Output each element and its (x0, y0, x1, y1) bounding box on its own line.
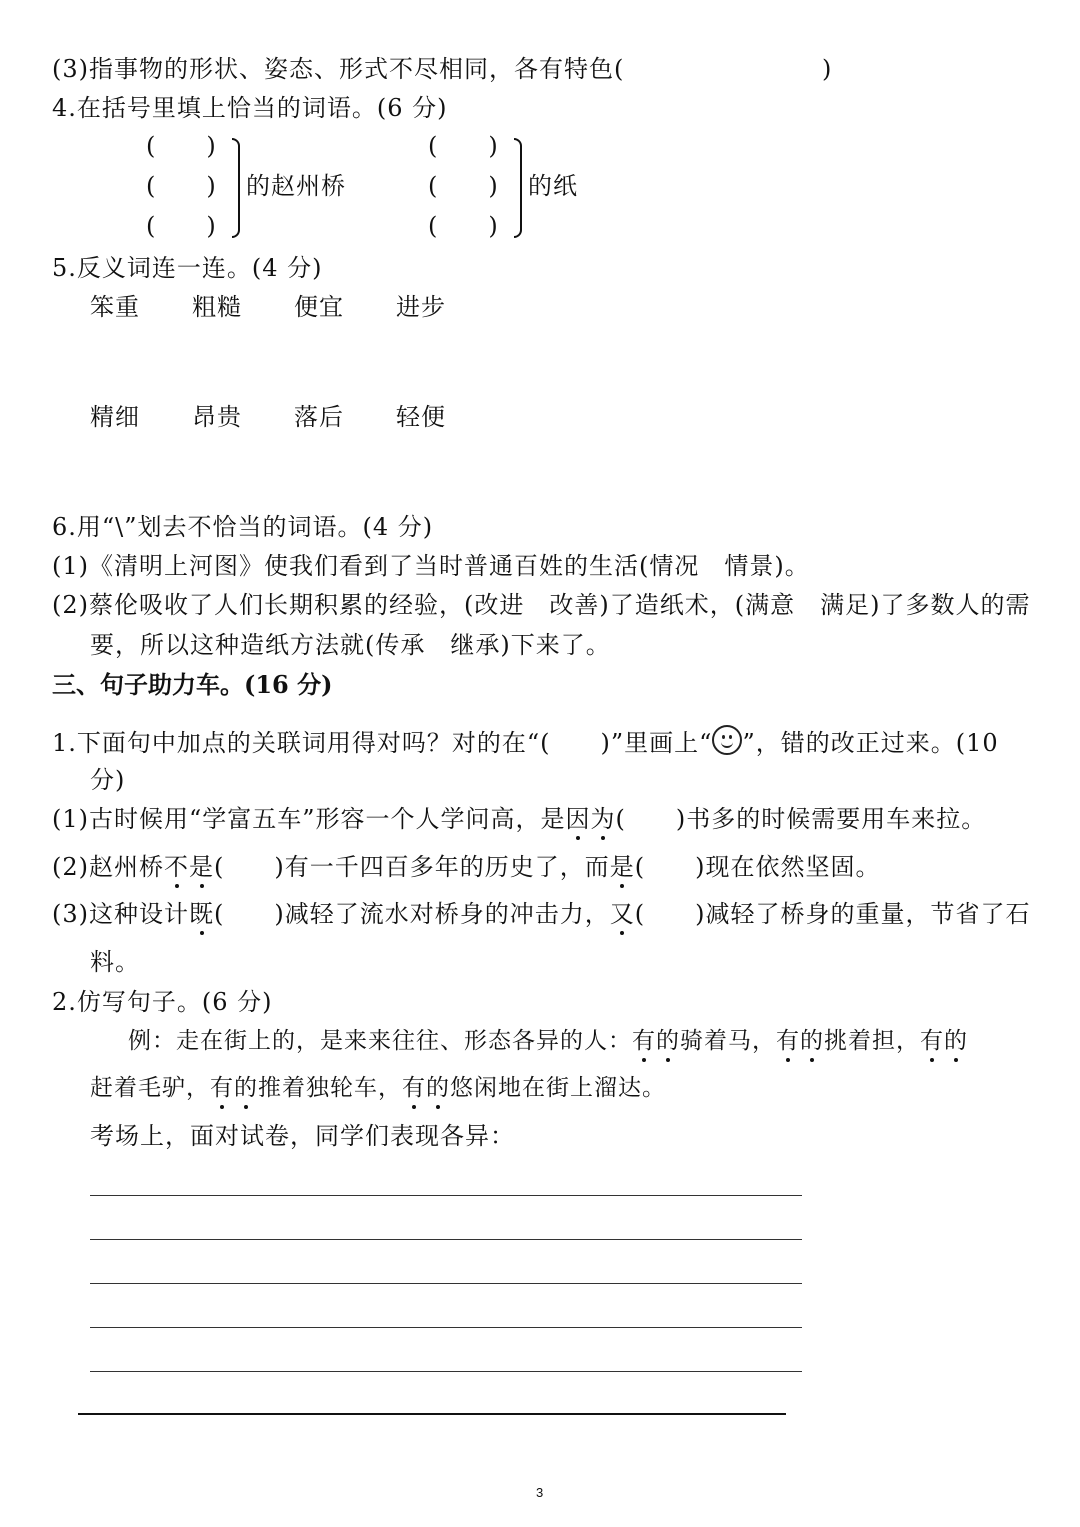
dotted-word: 又 (609, 900, 635, 928)
dotted-word: 为 (590, 805, 616, 833)
s1-item-1-text: (1)古时候用“学富五车”形容一个人学问高，是 (52, 805, 566, 833)
s2-title: 2.仿写句子。(6 分) (52, 988, 273, 1016)
dotted-word: 的 (234, 1075, 258, 1101)
s1-item-3-text[interactable]: ( )减轻了桥身的重量，节省了石 (634, 900, 1031, 928)
dotted-word: 有 (632, 1028, 656, 1054)
dotted-word: 有 (920, 1028, 944, 1054)
dotted-word: 既 (189, 900, 214, 928)
q4-right-blank-2[interactable]: ( ) (428, 172, 499, 200)
dotted-word: 的 (656, 1028, 680, 1054)
q6-item-1: (1)《清明上河图》使我们看到了当时普通百姓的生活(情况 情景)。 (52, 552, 810, 580)
q5-top-word[interactable]: 笨重 (90, 293, 140, 321)
s1-item-3-text[interactable]: ( )减轻了流水对桥身的冲击力， (214, 900, 610, 928)
example-text: 悠闲地在街上溜达。 (450, 1075, 666, 1101)
q3-item-3-text: (3)指事物的形状、姿态、形式不尽相同，各有特色( (52, 55, 625, 83)
example-text: 推着独轮车， (258, 1075, 402, 1101)
s1-item-2-text[interactable]: ( )现在依然坚固。 (634, 853, 881, 881)
q5-top-word[interactable]: 便宜 (294, 293, 344, 321)
answer-line[interactable] (90, 1371, 802, 1372)
q3-item-3 (52, 54, 624, 84)
q4-title: 4.在括号里填上恰当的词语。(6 分) (52, 94, 448, 122)
dotted-word: 的 (426, 1075, 450, 1101)
q5-bottom-word[interactable]: 轻便 (396, 403, 446, 431)
s1-title-cont: 分) (90, 766, 126, 794)
page-number: 3 (536, 1485, 544, 1500)
example-text: 骑着马， (680, 1028, 776, 1054)
q4-left-brace (232, 138, 240, 238)
dotted-word: 有 (402, 1075, 426, 1101)
section-3-heading: 三、句子助力车。(16 分) (52, 670, 333, 699)
dotted-word: 因 (565, 805, 591, 833)
q5-top-word[interactable]: 进步 (396, 293, 446, 321)
example-text: 例：走在街上的，是来来往往、形态各异的人： (128, 1028, 632, 1054)
q4-left-suffix: 的赵州桥 (246, 172, 346, 200)
q6-item-2: (2)蔡伦吸收了人们长期积累的经验，(改进 改善)了造纸术，(满意 满足)了多数人的需 (52, 591, 1031, 619)
s2-example-line-2 (90, 1073, 666, 1103)
dotted-word: 不 (164, 853, 189, 881)
q6-item-2-cont: 要，所以这种造纸方法就(传承 继承)下来了。 (90, 631, 611, 659)
answer-line[interactable] (90, 1283, 802, 1284)
s1-item-1 (52, 804, 986, 834)
example-text: 赶着毛驴， (90, 1075, 210, 1101)
answer-line[interactable] (90, 1195, 802, 1196)
s2-example-line-1 (128, 1026, 968, 1056)
s1-item-1-text[interactable]: ( )书多的时候需要用车来拉。 (615, 805, 987, 833)
q4-right-suffix: 的纸 (528, 172, 578, 200)
example-text: 挑着担， (824, 1028, 920, 1054)
s1-item-2-text[interactable]: ( )有一千四百多年的历史了，而 (214, 853, 610, 881)
s1-title (52, 725, 999, 758)
s1-item-3 (52, 899, 1030, 929)
q4-left-blank-1[interactable]: ( ) (146, 132, 217, 160)
s1-item-2 (52, 852, 880, 882)
s2-prompt: 考场上，面对试卷，同学们表现各异： (90, 1122, 515, 1150)
q4-left-blank-2[interactable]: ( ) (146, 172, 217, 200)
dotted-word: 是 (189, 853, 214, 881)
answer-line[interactable] (90, 1239, 802, 1240)
dotted-word: 有 (776, 1028, 800, 1054)
q5-title: 5.反义词连一连。(4 分) (52, 254, 323, 282)
q4-left-blank-3[interactable]: ( ) (146, 212, 217, 240)
q4-right-blank-1[interactable]: ( ) (428, 132, 499, 160)
s1-item-3-cont: 料。 (90, 948, 140, 976)
dotted-word: 的 (944, 1028, 968, 1054)
s1-title-part-a: 1.下面句中加点的关联词用得对吗？对的在“( )”里画上“ (52, 729, 713, 757)
q4-right-blank-3[interactable]: ( ) (428, 212, 499, 240)
q5-bottom-word[interactable]: 昂贵 (192, 403, 242, 431)
answer-line[interactable] (90, 1327, 802, 1328)
smiley-icon (712, 725, 742, 755)
q5-bottom-word[interactable]: 落后 (294, 403, 344, 431)
q5-top-word[interactable]: 粗糙 (192, 293, 242, 321)
dotted-word: 有 (210, 1075, 234, 1101)
s1-item-2-text: (2)赵州桥 (52, 853, 164, 881)
q3-item-3-close-paren: ) (822, 55, 833, 83)
q5-bottom-word[interactable]: 精细 (90, 403, 140, 431)
dotted-word: 的 (800, 1028, 824, 1054)
s1-item-3-text: (3)这种设计 (52, 900, 189, 928)
answer-line[interactable] (78, 1413, 786, 1415)
q6-title: 6.用“\”划去不恰当的词语。(4 分) (52, 513, 434, 541)
dotted-word: 是 (609, 853, 635, 881)
s1-title-part-b: ”，错的改正过来。(10 (742, 729, 999, 757)
q4-right-brace (514, 138, 522, 238)
